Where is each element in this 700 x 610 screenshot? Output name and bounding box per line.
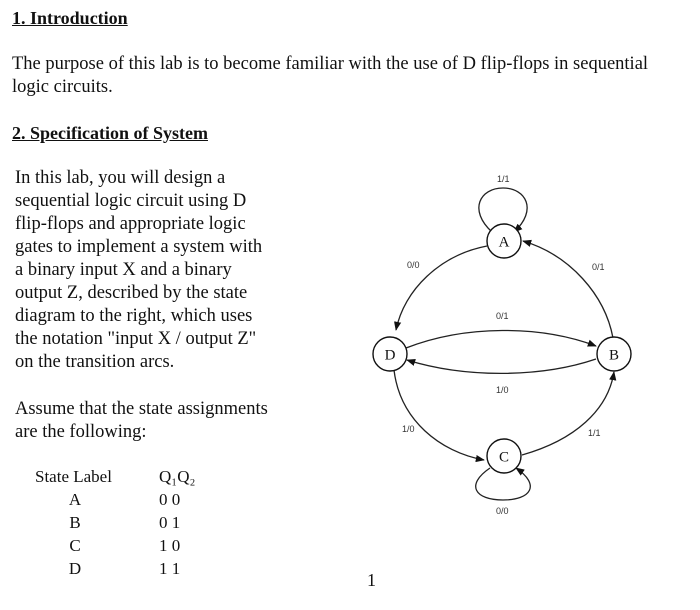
state-code-cell: 0 0: [159, 490, 181, 509]
state-a-label: A: [498, 234, 510, 251]
spec-p1-line: output Z, described by the state: [15, 283, 248, 303]
arc-label-d-to-c: 1/0: [402, 424, 415, 434]
arc-label-a-self: 1/1: [497, 174, 510, 184]
arc-b-to-d: [407, 359, 596, 373]
spec-p1-line: flip-flops and appropriate logic: [15, 214, 246, 234]
state-label-cell: C: [69, 536, 81, 555]
arc-b-to-a: [523, 241, 613, 338]
arc-d-to-c: [394, 370, 484, 460]
intro-line-2: logic circuits.: [12, 77, 113, 97]
spec-p1-line: gates to implement a system with: [15, 237, 263, 257]
spec-p1-line: on the transition arcs.: [15, 352, 175, 372]
col-q1q2-header: Q₁Q₂: [159, 467, 196, 486]
state-code-cell: 1 0: [159, 536, 181, 555]
arc-label-c-self: 0/0: [496, 506, 509, 516]
state-label-cell: D: [68, 559, 82, 578]
spec-p1-line: a binary input X and a binary: [15, 260, 232, 280]
col-state-label-header: State Label: [35, 467, 112, 486]
state-code-cell: 1 1: [159, 559, 181, 578]
arc-label-d-to-b: 0/1: [496, 311, 509, 321]
state-d-label: D: [384, 347, 396, 364]
state-c-label: C: [498, 449, 510, 466]
arc-d-to-b: [406, 330, 596, 348]
spec-heading: 2. Specification of System: [12, 123, 208, 143]
arc-label-c-to-b: 1/1: [588, 428, 601, 438]
spec-p2-line: are the following:: [15, 422, 147, 442]
spec-p2-line: Assume that the state assignments: [15, 399, 268, 419]
arc-c-to-b: [522, 372, 614, 455]
state-label-cell: A: [68, 490, 82, 509]
spec-p1-line: the notation "input X / output Z": [15, 329, 257, 349]
arc-label-b-to-a: 0/1: [592, 262, 605, 272]
arc-label-b-to-d: 1/0: [496, 385, 509, 395]
spec-p1-line: sequential logic circuit using D: [15, 191, 247, 211]
arc-a-to-d: [396, 246, 487, 330]
state-code-cell: 0 1: [159, 513, 181, 532]
spec-p1-line: In this lab, you will design a: [15, 168, 226, 188]
arc-label-a-to-d: 0/0: [407, 260, 420, 270]
intro-line-1: The purpose of this lab is to become familiar with the use of D flip-flops in sequential: [12, 54, 649, 74]
spec-p1-line: diagram to the right, which uses: [15, 306, 253, 326]
state-label-cell: B: [69, 513, 81, 532]
state-b-label: B: [608, 347, 620, 364]
intro-heading: 1. Introduction: [12, 8, 128, 28]
page-number: 1: [367, 570, 376, 590]
